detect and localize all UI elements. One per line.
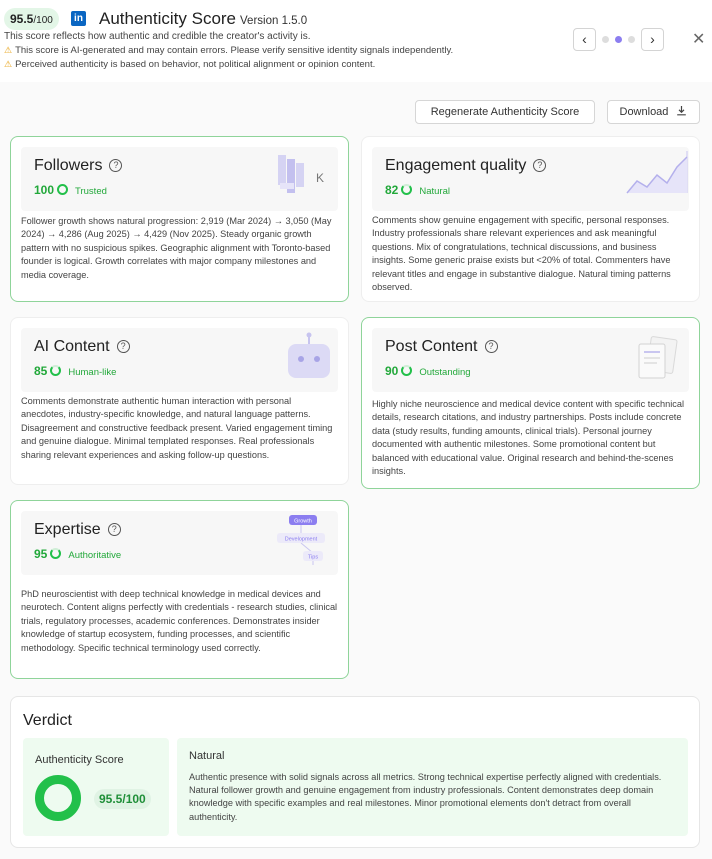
verdict-score-label: Authenticity Score: [35, 754, 124, 766]
pager-dot-3[interactable]: [628, 36, 635, 43]
subtitle: This score reflects how authentic and credible the creator's activity is.: [4, 31, 311, 42]
post-content-card: [361, 317, 700, 489]
next-button[interactable]: ›: [641, 28, 664, 51]
warning-text: Perceived authenticity is based on behavior, not political alignment or opinion content.: [15, 59, 376, 70]
ai-content-card: [10, 317, 349, 485]
prev-button[interactable]: ‹: [573, 28, 596, 51]
close-icon[interactable]: ✕: [692, 31, 706, 48]
metric-label: Human-like: [68, 367, 117, 378]
metric-score: [385, 364, 471, 378]
card-title: [34, 338, 130, 356]
download-icon: [676, 105, 687, 116]
tree-label-development: Development: [284, 536, 318, 543]
ring-icon: [57, 184, 68, 195]
followers-card: [10, 136, 349, 302]
warning-ai-generated: [4, 45, 453, 56]
verdict-summary-text: Authentic presence with solid signals across all metrics. Strong technical expertise perfectly aligned with credentials. Natural follower growth and genuine engagement from industry professionals. Content demonstrates deep domain knowledge with specific examples and real milestones. Minor promotional elements don't detract from overall authenticity.: [189, 772, 662, 822]
documents-icon: [635, 334, 681, 384]
followers-icon-letter: K: [316, 171, 325, 185]
metric-label: Trusted: [75, 186, 107, 197]
metric-value: 82: [385, 183, 399, 197]
linkedin-logo-icon: in: [71, 11, 86, 26]
help-icon[interactable]: ?: [485, 340, 498, 353]
help-icon[interactable]: ?: [109, 159, 122, 172]
card-description: PhD neuroscientist with deep technical knowledge in medical devices and neurotech. Content aligns perfectly with credentials - research studies, clinical trials, regulatory processes, academic conferences. Demonstrates insider knowledge of startup ecosystem, funding processes, and scientific methodology. Specific technical terminology used correctly.: [21, 589, 338, 653]
ring-icon: [50, 365, 61, 376]
card-header: [21, 147, 338, 211]
card-description: Follower growth shows natural progression: 2,919 (Mar 2024) → 3,050 (May 2024) → 4,286 (Aug 2025) → 4,429 (Nov 2025). Steady organic growth pattern with no suspicious spikes. Geographic alignment with Toronto-based founder is logical. Growth correlates with major company milestones and media coverage.: [21, 216, 332, 280]
help-icon[interactable]: ?: [533, 159, 546, 172]
engagement-chart-icon: [625, 149, 691, 197]
warning-text: This score is AI-generated and may contain errors. Please verify sensitive identity signals independently.: [15, 45, 454, 56]
card-title-text: Post Content: [385, 338, 478, 355]
verdict-summary-panel: [177, 738, 688, 836]
metric-label: Authoritative: [68, 550, 122, 561]
card-description: Comments demonstrate authentic human interaction with personal anecdotes, industry-specific knowledge, and natural language patterns. Disagreement and constructive feedback present. Varied engagement timing and genuine dialogue. Minimal templated responses. Real professionals sharing relevant experiences and asking follow-up questions.: [21, 396, 333, 460]
metric-value: 95: [34, 547, 48, 561]
metric-label: Natural: [419, 186, 450, 197]
card-title: [34, 157, 122, 175]
header: [0, 0, 712, 78]
download-button[interactable]: [607, 100, 700, 124]
version-label: Version 1.5.0: [240, 15, 308, 27]
skill-tree-icon: [275, 513, 335, 569]
verdict-summary-title: Natural: [189, 750, 225, 762]
verdict-score-value: 95.5/100: [94, 789, 151, 809]
metric-score: [34, 364, 116, 378]
card-title: [385, 157, 546, 175]
help-icon[interactable]: ?: [108, 523, 121, 536]
warning-icon: ⚠: [4, 45, 13, 55]
card-header: [372, 328, 689, 392]
ring-icon: [50, 548, 61, 559]
tree-label-growth: Growth: [294, 518, 312, 525]
score-badge: [4, 8, 59, 30]
card-title: [385, 338, 498, 356]
card-title-text: Expertise: [34, 521, 101, 538]
title-text: Authenticity Score: [99, 9, 237, 28]
score-value: 95.5: [10, 12, 34, 26]
score-donut: [35, 775, 81, 821]
warning-icon: ⚠: [4, 59, 13, 69]
metric-label: Outstanding: [419, 367, 471, 378]
metric-score: [385, 183, 450, 197]
robot-icon: [283, 332, 335, 382]
metric-value: 85: [34, 364, 48, 378]
warning-perceived: [4, 59, 375, 70]
card-title: [34, 521, 121, 539]
help-icon[interactable]: ?: [117, 340, 130, 353]
pager-dot-2[interactable]: [615, 36, 622, 43]
ring-icon: [401, 184, 412, 195]
verdict-title: Verdict: [23, 712, 72, 729]
tree-label-tips: Tips: [307, 554, 319, 561]
verdict-section: [10, 696, 700, 848]
card-header: [21, 511, 338, 575]
engagement-card: [361, 136, 700, 302]
verdict-score-panel: [23, 738, 169, 836]
download-label: Download: [619, 106, 669, 118]
followers-chart-icon: [276, 153, 336, 197]
metric-value: 100: [34, 183, 55, 197]
card-header: [372, 147, 689, 211]
card-title-text: Followers: [34, 157, 103, 174]
page-title: [99, 9, 307, 29]
pager-dot-1[interactable]: [602, 36, 609, 43]
regenerate-button[interactable]: Regenerate Authenticity Score: [415, 100, 595, 124]
card-description: Comments show genuine engagement with specific, personal responses. Industry professionals share relevant experiences and ask meaningful questions. Mix of congratulations, technical discussions, and business insights. Some generic praise exists but <20% of total. Commenters have relevant titles and engage in substantive dialogue. Natural timing patterns observed.: [372, 215, 671, 293]
ring-icon: [401, 365, 412, 376]
expertise-card: [10, 500, 349, 679]
metric-value: 90: [385, 364, 399, 378]
metric-score: [34, 547, 121, 561]
metric-score: [34, 183, 107, 197]
score-max: /100: [33, 15, 53, 26]
card-header: [21, 328, 338, 392]
card-title-text: Engagement quality: [385, 157, 527, 174]
card-title-text: AI Content: [34, 338, 110, 355]
card-description: Highly niche neuroscience and medical device content with specific technical details, research citations, and industry partnerships. Posts include concrete data (study results, funding amounts, clinical trials). Personal journey documented with authentic milestones. Some promotional content but balanced with educational value. Original research and behind-the-scenes insights.: [372, 399, 685, 477]
